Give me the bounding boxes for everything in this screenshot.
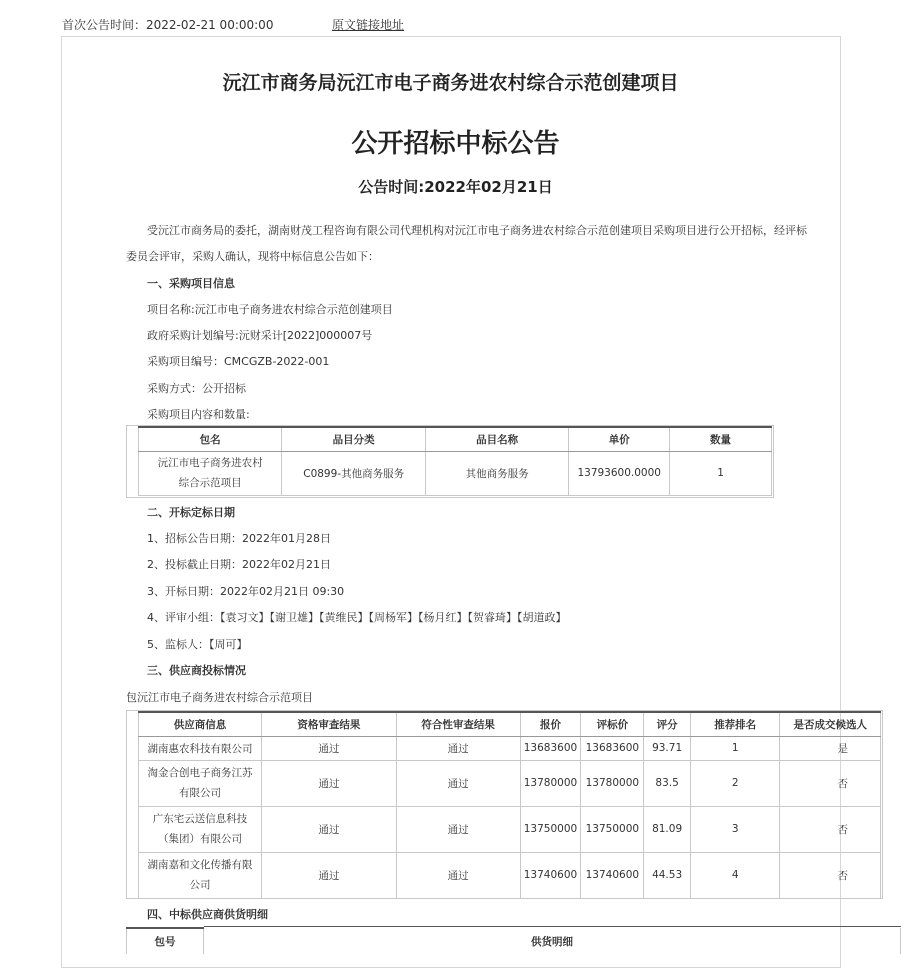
supplier-cell: 广东宅云送信息科技 （集团）有限公司 (139, 806, 262, 852)
qualification-cell: 通过 (262, 806, 397, 852)
table-row (139, 806, 881, 852)
items-header-category: 品目分类 (282, 427, 426, 451)
compliance-cell: 通过 (396, 736, 520, 760)
source-link[interactable]: 原文链接地址 (332, 18, 405, 32)
supplier-cell: 淘金合创电子商务江苏 有限公司 (139, 760, 262, 806)
eval-cell: 13683600 (581, 736, 644, 760)
supplier-cell: 湖南嘉和文化传播有限 公司 (139, 852, 262, 898)
notice-time: 公告时间:2022年02月21日 (358, 178, 553, 196)
qualification-cell: 通过 (262, 760, 397, 806)
bid-cell: 13740600 (520, 852, 581, 898)
bid-cell: 13683600 (520, 736, 581, 760)
score-cell: 44.53 (644, 852, 691, 898)
supplier-cell: 湖南惠农科技有限公司 (139, 736, 262, 760)
items-package: 沅江市电子商务进农村 综合示范项目 (139, 451, 282, 495)
items-header-name: 品目名称 (426, 427, 569, 451)
compliance-cell: 通过 (396, 806, 520, 852)
items-header-price: 单价 (569, 427, 670, 451)
supply-header-package: 包号 (127, 928, 204, 954)
bids-header-eval: 评标价 (581, 712, 644, 736)
supply-header-detail: 供货明细 (204, 928, 901, 954)
opening-date: 3、开标日期：2022年02月21日 09:30 (147, 585, 345, 598)
rank-cell: 1 (690, 736, 780, 760)
table-row (139, 852, 881, 898)
bid-cell: 13750000 (520, 806, 581, 852)
qualification-cell: 通过 (262, 736, 397, 760)
supervisor: 5、监标人：【周可】 (147, 638, 248, 651)
table-row (139, 736, 881, 760)
candidate-cell: 否 (780, 852, 881, 898)
compliance-cell: 通过 (396, 852, 520, 898)
candidate-cell: 否 (780, 760, 881, 806)
items-qty: 1 (670, 451, 772, 495)
bids-header-score: 评分 (644, 712, 691, 736)
section3-title: 三、供应商投标情况 (147, 664, 246, 677)
rank-cell: 3 (690, 806, 780, 852)
compliance-cell: 通过 (396, 760, 520, 806)
review-panel: 4、评审小组：【袁习文】【谢卫雄】【黄维民】【周杨军】【杨月红】【贺睿琦】【胡道政】 (147, 611, 567, 624)
section4-title: 四、中标供应商供货明细 (147, 908, 268, 921)
candidate-cell: 是 (780, 736, 881, 760)
items-row (139, 451, 772, 495)
intro-line-1: 受沅江市商务局的委托，湖南财茂工程咨询有限公司代理机构对沅江市电子商务进农村综合示范创建项目采购项目进行公开招标，经评标 (147, 224, 807, 237)
procurement-method: 采购方式：公开招标 (147, 382, 246, 395)
items-table (138, 426, 772, 496)
project-name: 项目名称:沅江市电子商务进农村综合示范创建项目 (147, 303, 393, 316)
first-publish-time-text: 首次公告时间：2022-02-21 00:00:00 (62, 18, 274, 32)
bids-header-supplier: 供应商信息 (139, 712, 262, 736)
project-number: 采购项目编号：CMCGZB-2022-001 (147, 355, 330, 368)
candidate-cell: 否 (780, 806, 881, 852)
intro-line-2: 委员会评审，采购人确认，现将中标信息公告如下： (126, 250, 379, 263)
table-row (139, 760, 881, 806)
section2-title: 二、开标定标日期 (147, 506, 235, 519)
content-label: 采购项目内容和数量: (147, 408, 250, 421)
qualification-cell: 通过 (262, 852, 397, 898)
bid-cell: 13780000 (520, 760, 581, 806)
items-header-qty: 数量 (670, 427, 772, 451)
first-publish-time (62, 16, 405, 33)
items-category: C0899-其他商务服务 (282, 451, 426, 495)
score-cell: 93.71 (644, 736, 691, 760)
eval-cell: 13750000 (581, 806, 644, 852)
bids-header-bid: 报价 (520, 712, 581, 736)
tender-notice-date: 1、招标公告日期：2022年01月28日 (147, 532, 331, 545)
score-cell: 81.09 (644, 806, 691, 852)
items-price: 13793600.0000 (569, 451, 670, 495)
eval-cell: 13740600 (581, 852, 644, 898)
bids-header-rank: 推荐排名 (690, 712, 780, 736)
items-name: 其他商务服务 (426, 451, 569, 495)
bid-package-label: 包沅江市电子商务进农村综合示范项目 (126, 691, 313, 704)
rank-cell: 2 (690, 760, 780, 806)
bids-header-candidate: 是否成交候选人 (780, 712, 881, 736)
score-cell: 83.5 (644, 760, 691, 806)
bids-table (138, 711, 881, 899)
plan-number: 政府采购计划编号:沅财采计[2022]000007号 (147, 329, 373, 342)
rank-cell: 4 (690, 852, 780, 898)
bid-deadline: 2、投标截止日期：2022年02月21日 (147, 558, 331, 571)
bids-header-compliance: 符合性审查结果 (396, 712, 520, 736)
eval-cell: 13780000 (581, 760, 644, 806)
project-title: 沅江市商务局沅江市电子商务进农村综合示范创建项目 (222, 72, 679, 94)
section1-title: 一、采购项目信息 (147, 277, 235, 290)
bids-header-qualification: 资格审查结果 (262, 712, 397, 736)
notice-title: 公开招标中标公告 (351, 129, 560, 159)
items-header-package: 包名 (139, 427, 282, 451)
